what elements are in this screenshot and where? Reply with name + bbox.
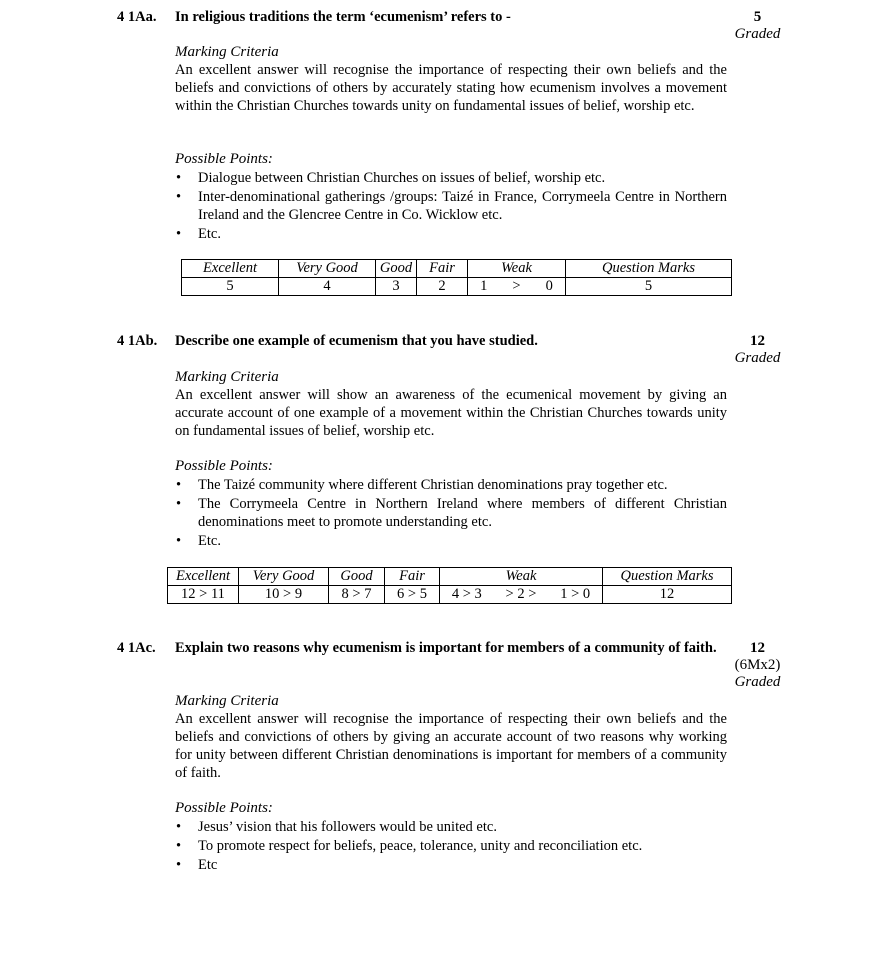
list-item: • Etc. (176, 533, 221, 549)
header-question-marks: Question Marks (566, 260, 732, 278)
table-row (182, 278, 732, 296)
marks-value: 12 (750, 333, 765, 349)
header-fair: Fair (417, 260, 468, 278)
cell-excellent: 5 (182, 278, 279, 296)
marking-criteria-text: An excellent answer will show an awareness of the ecumenical movement by giving an accurate account of one example of a movement within the Christian Churches towards unity on fundamental issues of belief, worship etc. (175, 387, 727, 439)
graded-label: Graded (734, 350, 781, 366)
cell-good: 8 > 7 (329, 586, 385, 604)
marks-value: 5 (753, 9, 762, 25)
possible-points-label: Possible Points: (175, 151, 273, 167)
bullet-icon: • (176, 170, 182, 186)
grading-table (181, 259, 732, 296)
cell-question-marks: 5 (566, 278, 732, 296)
marking-criteria-text: An excellent answer will recognise the importance of respecting their own beliefs and the beliefs and convictions of others by giving an accurate account of two reasons why working for unity between different Christian denominations is important for members of a community of faith. (175, 711, 727, 781)
possible-points-list (175, 476, 727, 551)
header-good: Good (376, 260, 417, 278)
marking-criteria-text: An excellent answer will recognise the importance of respecting their own beliefs and the beliefs and convictions of others by accurately stating how ecumenism involves a movement within the Christian Churches towards unity on fundamental issues of belief, worship etc. (175, 62, 727, 114)
cell-excellent: 12 > 11 (168, 586, 239, 604)
cell-fair: 2 (417, 278, 468, 296)
header-fair: Fair (385, 568, 440, 586)
bullet-icon: • (176, 226, 182, 242)
header-question-marks: Question Marks (603, 568, 732, 586)
cell-weak-high: 1 (468, 278, 500, 296)
question-number: 4 1Aa. (117, 9, 157, 25)
question-text: Describe one example of ecumenism that you have studied. (175, 333, 538, 349)
graded-label: Graded (734, 26, 781, 42)
list-item: • The Corrymeela Centre in Northern Ireland where members of different Christian denominations meet to promote understanding etc. (176, 496, 727, 530)
possible-points-list (175, 169, 727, 244)
bullet-icon: • (176, 189, 182, 205)
table-header-row (168, 568, 732, 586)
header-weak: Weak (440, 568, 603, 586)
table-header-row (182, 260, 732, 278)
bullet-icon: • (176, 477, 182, 493)
bullet-icon: • (176, 533, 182, 549)
list-item: • Inter-denominational gatherings /groups: Taizé in France, Corrymeela Centre in Northern Ireland and the Glencree Centre in Co. Wicklow etc. (176, 189, 727, 223)
header-excellent: Excellent (182, 260, 279, 278)
cell-question-marks: 12 (603, 586, 732, 604)
possible-points-label: Possible Points: (175, 458, 273, 474)
possible-points-label: Possible Points: (175, 800, 273, 816)
cell-fair: 6 > 5 (385, 586, 440, 604)
question-text: In religious traditions the term ‘ecumenism’ refers to - (175, 9, 511, 25)
grading-table (167, 567, 732, 604)
cell-weak-low: 0 (533, 278, 565, 296)
question-marks (720, 9, 795, 43)
graded-label: Graded (734, 674, 781, 690)
bullet-icon: • (176, 857, 182, 873)
bullet-icon: • (176, 838, 182, 854)
marking-criteria-label: Marking Criteria (175, 44, 279, 60)
cell-very-good: 10 > 9 (239, 586, 329, 604)
list-item: • The Taizé community where different Christian denominations pray together etc. (176, 477, 668, 493)
cell-weak-mid: > (500, 278, 534, 296)
header-good: Good (329, 568, 385, 586)
list-item: • Etc (176, 857, 218, 873)
cell-weak-high: 4 > 3 (440, 586, 494, 604)
header-very-good: Very Good (279, 260, 376, 278)
list-item: • To promote respect for beliefs, peace, tolerance, unity and reconciliation etc. (176, 838, 643, 854)
question-marks (720, 333, 795, 367)
cell-good: 3 (376, 278, 417, 296)
header-weak: Weak (468, 260, 566, 278)
table-row (168, 586, 732, 604)
cell-weak-mid: > 2 > (494, 586, 549, 604)
question-marks (720, 640, 795, 691)
bullet-icon: • (176, 819, 182, 835)
marks-value: 12 (750, 640, 765, 656)
marking-criteria-label: Marking Criteria (175, 369, 279, 385)
marks-note: (6Mx2) (734, 657, 781, 673)
header-excellent: Excellent (168, 568, 239, 586)
question-text: Explain two reasons why ecumenism is important for members of a community of faith. (175, 640, 717, 656)
cell-very-good: 4 (279, 278, 376, 296)
list-item: • Etc. (176, 226, 221, 242)
cell-weak-low: 1 > 0 (548, 586, 602, 604)
possible-points-list (175, 818, 727, 875)
marking-criteria-label: Marking Criteria (175, 693, 279, 709)
list-item: • Dialogue between Christian Churches on issues of belief, worship etc. (176, 170, 606, 186)
bullet-icon: • (176, 496, 182, 512)
header-very-good: Very Good (239, 568, 329, 586)
question-number: 4 1Ab. (117, 333, 158, 349)
question-number: 4 1Ac. (117, 640, 156, 656)
list-item: • Jesus’ vision that his followers would be united etc. (176, 819, 497, 835)
